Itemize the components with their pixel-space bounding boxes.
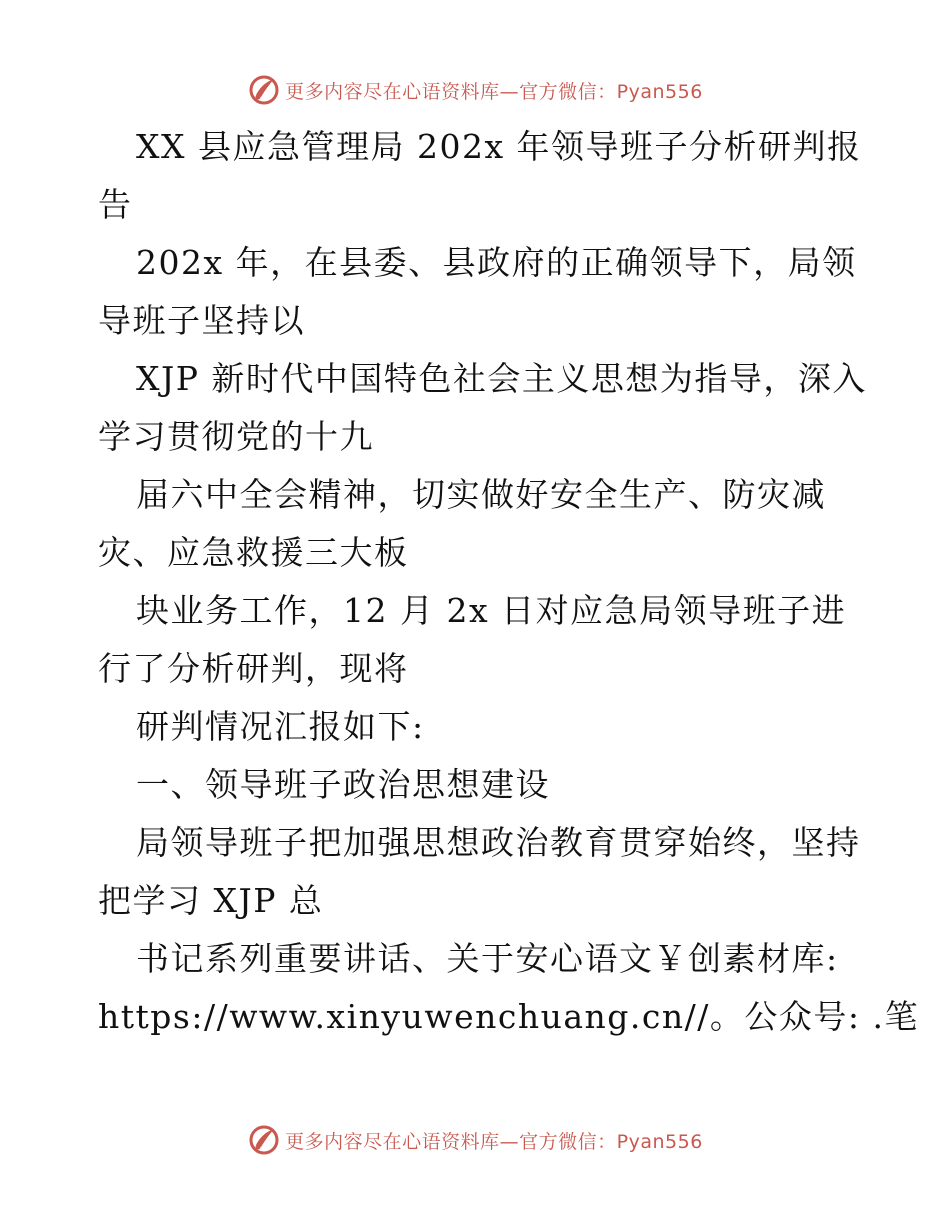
section-heading: 一、领导班子政治思想建设 (136, 765, 550, 804)
footer-banner-text: 更多内容尽在心语资料库—官方微信：Pyan556 (285, 1130, 703, 1153)
paragraph-line: 届六中全会精神，切实做好安全生产、防灾减 (136, 475, 826, 514)
document-body (98, 118, 919, 1046)
paragraph-line: XJP 新时代中国特色社会主义思想为指导，深入 (136, 359, 867, 398)
title-line-2: 告 (98, 185, 133, 224)
paragraph-line: 202x 年，在县委、县政府的正确领导下，局领 (136, 243, 857, 282)
paragraph-line: https://www.xinyuwenchuang.cn//。公众号: .笔 (98, 997, 919, 1036)
header-banner (0, 70, 950, 110)
title-line-1: XX 县应急管理局 202x 年领导班子分析研判报 (136, 127, 862, 166)
paragraph-line: 灾、应急救援三大板 (98, 533, 409, 572)
paragraph-line: 把学习 XJP 总 (98, 881, 324, 920)
paragraph-line: 局领导班子把加强思想政治教育贯穿始终，坚持 (136, 823, 861, 862)
brush-circle-logo-icon (247, 73, 281, 107)
footer-banner (0, 1120, 950, 1160)
paragraph-line: 学习贯彻党的十九 (98, 417, 374, 456)
header-banner-text: 更多内容尽在心语资料库—官方微信：Pyan556 (285, 80, 703, 103)
paragraph-line: 书记系列重要讲话、关于安心语文￥创素材库: (136, 939, 839, 978)
brush-circle-logo-icon (247, 1123, 281, 1157)
paragraph-line: 导班子坚持以 (98, 301, 305, 340)
paragraph-line: 行了分析研判，现将 (98, 649, 409, 688)
paragraph-line: 块业务工作，12 月 2x 日对应急局领导班子进 (136, 591, 847, 630)
paragraph-line: 研判情况汇报如下: (136, 707, 425, 746)
